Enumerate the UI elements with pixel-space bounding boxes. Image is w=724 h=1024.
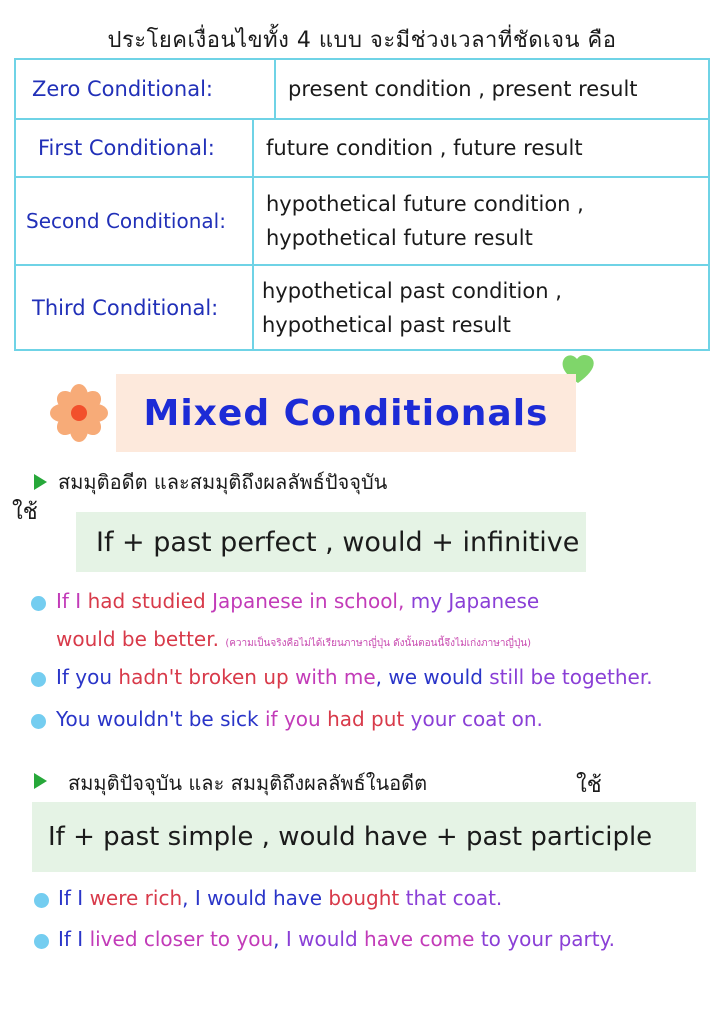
conditional-desc: [276, 60, 708, 118]
dot-bullet-icon: [34, 934, 49, 949]
section1-formula: If + past perfect , would + infinitive: [76, 512, 586, 572]
example-part: Japanese in school: [212, 589, 398, 613]
example-part: You wouldn't be sick: [56, 707, 259, 731]
example-part: If you: [56, 665, 113, 689]
example-line: [58, 886, 502, 910]
example-line: [58, 927, 615, 951]
intro-heading: ประโยคเงื่อนไขทั้ง 4 แบบ จะมีช่วงเวลาที่ชัดเจน คือ: [107, 28, 617, 53]
section1-heading: สมมุติอดีต และสมมุติถึงผลลัพธ์ปัจจุบัน: [58, 470, 388, 494]
example-part: bought: [328, 886, 400, 910]
example-part: still be together.: [489, 665, 653, 689]
section2-use-label: ใช้: [576, 773, 602, 798]
example-line: [56, 707, 543, 731]
example-part: I would: [285, 927, 358, 951]
example-line: [56, 665, 653, 689]
example-part: had put: [327, 707, 405, 731]
example-part: your coat on.: [410, 707, 543, 731]
section2-heading: สมมุติปัจจุบัน และ สมมุติถึงผลลัพธ์ในอดีต: [68, 771, 428, 795]
conditional-desc: [254, 120, 708, 176]
example-note: (ความเป็นจริงคือไม่ได้เรียนภาษาญี่ปุ่น ดังนั้นตอนนี้จึงไม่เก่งภาษาญี่ปุ่น): [225, 638, 532, 649]
example-part: I would have: [194, 886, 323, 910]
conditional-desc: [254, 266, 708, 349]
example-part: my Japanese: [410, 589, 540, 613]
example-part: if you: [265, 707, 321, 731]
example-part: ,: [375, 665, 382, 689]
example-part: If I: [58, 886, 84, 910]
page-title: Mixed Conditionals: [116, 374, 576, 452]
triangle-bullet-icon: [34, 474, 47, 490]
triangle-bullet-icon: [34, 773, 47, 789]
example-part: that coat.: [405, 886, 503, 910]
table-row-third: [16, 264, 708, 349]
table-row-second: [16, 176, 708, 264]
desc-line: present condition , present result: [288, 77, 638, 101]
dot-bullet-icon: [31, 714, 46, 729]
conditional-name: Second Conditional:: [16, 178, 254, 264]
dot-bullet-icon: [31, 672, 46, 687]
desc-line: hypothetical past condition ,: [262, 278, 562, 303]
conditional-desc: [254, 178, 708, 264]
example-part: to your party.: [480, 927, 615, 951]
flower-icon: [50, 384, 108, 442]
example-part: had studied: [87, 589, 206, 613]
dot-bullet-icon: [31, 596, 46, 611]
example-part: were rich: [89, 886, 183, 910]
conditionals-table: [14, 58, 710, 351]
desc-line: hypothetical future condition ,: [266, 192, 584, 216]
example-part: lived closer to you: [89, 927, 274, 951]
conditional-name: Zero Conditional:: [16, 60, 276, 118]
conditional-name: Third Conditional:: [16, 266, 254, 349]
example-part: If I: [58, 927, 84, 951]
example-part: hadn't broken up: [118, 665, 289, 689]
section2-formula: If + past simple , would have + past participle: [32, 802, 696, 872]
example-part: ,: [398, 589, 405, 613]
conditional-name: First Conditional:: [16, 120, 254, 176]
example-part: with me: [295, 665, 376, 689]
section1-use-label: ใช้: [12, 500, 38, 525]
example-part: we would: [388, 665, 483, 689]
example-part: ,: [273, 927, 280, 951]
example-part: ,: [182, 886, 189, 910]
table-row-zero: [16, 60, 708, 118]
desc-line: hypothetical past result: [262, 312, 511, 337]
example-part: would be better.: [56, 627, 219, 651]
example-line: [56, 627, 531, 651]
example-line: [56, 589, 539, 613]
table-row-first: [16, 118, 708, 176]
example-part: have come: [364, 927, 475, 951]
example-part: If I: [56, 589, 82, 613]
desc-line: hypothetical future result: [266, 226, 533, 250]
dot-bullet-icon: [34, 893, 49, 908]
desc-line: future condition , future result: [266, 136, 583, 160]
